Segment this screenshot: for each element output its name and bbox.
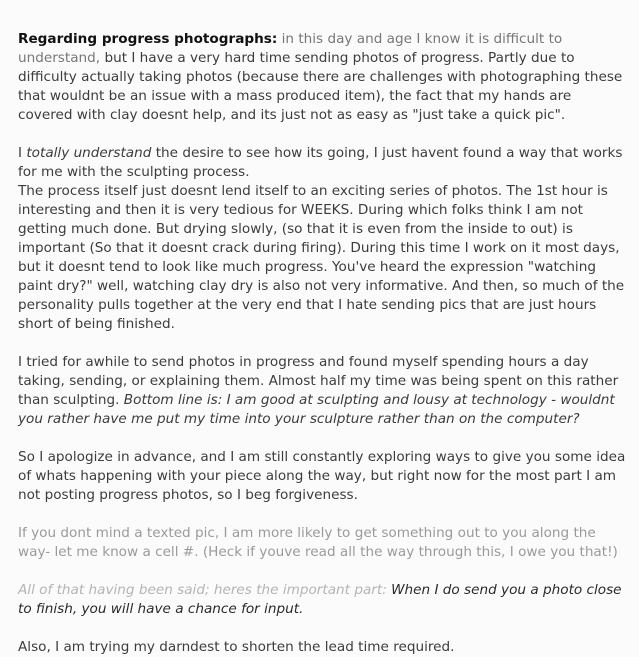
p2-lead-text: I xyxy=(18,145,27,161)
p2-emphasis-text: totally understand xyxy=(26,145,152,161)
p6-faint-text: All of that having been said; heres the important part: xyxy=(18,582,392,598)
p4-body-text: So I apologize in advance, and I am still constantly exploring ways to give you some idea of whats happening with your piece along the way, but right now for the most part I am not posting progress photos, so I beg forgiveness. xyxy=(18,449,626,503)
paragraph-texted-pic xyxy=(18,524,627,562)
paragraph-progress-photos xyxy=(18,30,627,125)
p1-body-text: but I have a very hard time sending photos of progress. Partly due to difficulty actually taking photos (because there are challenges with photographing these that wouldnt be an issue with a mass produced item), the fact that my hands are covered with clay doesnt help, and its just not as easy as "just take a quick pic". xyxy=(18,50,623,123)
paragraph-important-part xyxy=(18,581,627,619)
paragraph-understand xyxy=(18,144,627,334)
p1-intro-text: in this day and age I know it is difficult to understand, xyxy=(18,31,563,66)
p2-process-text: The process itself just doesnt lend itself to an exciting series of photos. The 1st hour is interesting and then it is very tedious for WEEKS. During which folks think I am not getting much done. But drying slowly, (so that it is even from the inside to out) is important (So that it doesnt crack during firing). During this time I work on it most days, but it doesnt tend to look like much progress. You've heard the expression "watching paint dry?" well, watching clay dry is also not very informative. And then, so much of the personality pulls together at the very end that I hate sending pics that are just hours short of being finished. xyxy=(18,183,625,332)
p3-bottom-line-text: Bottom line is: I am good at sculpting and lousy at technology - wouldnt you rather have me put my time into your sculpture rather than on the computer? xyxy=(18,392,615,427)
p5-body-text: If you dont mind a texted pic, I am more likely to get something out to you along the way- let me know a cell #. (Heck if youve read all the way through this, I owe you that!) xyxy=(18,525,618,560)
paragraph-apologize xyxy=(18,448,627,505)
paragraph-tried xyxy=(18,353,627,429)
p2-body-text: the desire to see how its going, I just havent found a way that works for me with the sculpting process. xyxy=(18,145,623,180)
p6-input-text: When I do send you a photo close to finish, you will have a chance for input. xyxy=(18,582,622,617)
p3-body-text: I tried for awhile to send photos in progress and found myself spending hours a day taking, sending, or explaining them. Almost half my time was being spent on this rather than sculpting. xyxy=(18,354,619,408)
p7-body-text: Also, I am trying my darndest to shorten the lead time required. xyxy=(18,639,455,655)
progress-photos-heading: Regarding progress photographs: xyxy=(18,31,278,47)
paragraph-lead-time xyxy=(18,638,627,657)
